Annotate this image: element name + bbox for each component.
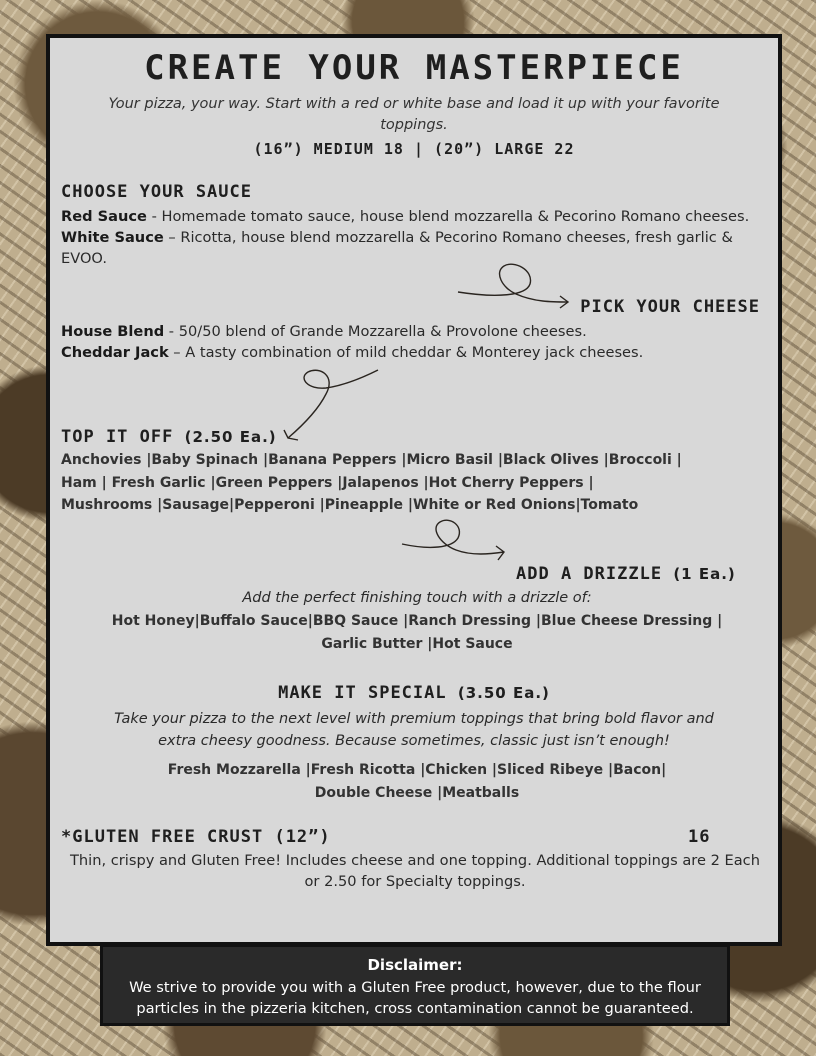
sauce-desc: Ricotta, house blend mozzarella & Pecorino Romano cheeses, fresh garlic & EVOO. xyxy=(61,229,733,267)
special-line: Fresh Mozzarella |Fresh Ricotta |Chicken |Sliced Ribeye |Bacon| xyxy=(167,762,667,778)
menu-panel xyxy=(46,34,782,946)
special-price: (3.50 Ea.) xyxy=(457,684,550,702)
size-prices: (16”) MEDIUM 18 | (20”) LARGE 22 xyxy=(253,140,575,158)
sauce-item: White Sauce – Ricotta, house blend mozzarella & Pecorino Romano cheeses, fresh garlic & EVOO. xyxy=(61,229,733,267)
gluten-free-heading: *GLUTEN FREE CRUST (12”) xyxy=(61,827,331,847)
cheese-desc: 50/50 blend of Grande Mozzarella & Provolone cheeses. xyxy=(178,323,587,340)
sauce-heading: CHOOSE YOUR SAUCE xyxy=(61,182,252,202)
gluten-free-price: 16 xyxy=(688,827,711,847)
special-line: Double Cheese |Meatballs xyxy=(314,784,520,801)
sauce-name: Red Sauce xyxy=(61,208,147,225)
toppings-list xyxy=(61,449,773,517)
sauce-list xyxy=(61,206,773,269)
special-list xyxy=(61,759,773,804)
cheese-list xyxy=(61,321,773,363)
curly-arrow-icon xyxy=(456,258,576,318)
disclaimer-text: We strive to provide you with a Gluten Free product, however, due to the flour particles in the pizzeria kitchen, cross contamination cannot be guaranteed. xyxy=(129,979,701,1017)
disclaimer-box xyxy=(100,944,730,1026)
curly-arrow-icon xyxy=(280,366,390,446)
toppings-price: (2.50 Ea.) xyxy=(184,428,277,446)
cheese-item: Cheddar Jack – A tasty combination of mild cheddar & Monterey jack cheeses. xyxy=(61,344,644,361)
drizzle-line: Hot Honey|Buffalo Sauce|BBQ Sauce |Ranch Dressing |Blue Cheese Dressing | xyxy=(111,613,723,629)
cheese-name: Cheddar Jack xyxy=(61,344,169,361)
sauce-item: Red Sauce - Homemade tomato sauce, house blend mozzarella & Pecorino Romano cheeses. xyxy=(61,208,750,225)
disclaimer-title: Disclaimer: xyxy=(367,956,463,974)
toppings-line: Ham | Fresh Garlic |Green Peppers |Jalapenos |Hot Cherry Peppers | xyxy=(61,474,594,491)
drizzle-heading: ADD A DRIZZLE (1 Ea.) xyxy=(516,564,736,584)
drizzle-intro: Add the perfect finishing touch with a drizzle of: xyxy=(242,590,592,606)
cheese-name: House Blend xyxy=(61,323,165,340)
drizzle-line: Garlic Butter |Hot Sauce xyxy=(321,635,513,652)
curly-arrow-icon xyxy=(400,514,510,574)
drizzle-list xyxy=(61,610,773,655)
drizzle-price: (1 Ea.) xyxy=(673,565,736,583)
cheese-heading: PICK YOUR CHEESE xyxy=(580,297,760,317)
special-intro: Take your pizza to the next level with premium toppings that bring bold flavor and extra cheesy goodness. Because sometimes, classic just isn’t enough! xyxy=(114,711,714,749)
sauce-desc: Homemade tomato sauce, house blend mozzarella & Pecorino Romano cheeses. xyxy=(161,208,750,225)
page-subtitle: Your pizza, your way. Start with a red or white base and load it up with your favorite toppings. xyxy=(108,96,720,133)
cheese-item: House Blend - 50/50 blend of Grande Mozzarella & Provolone cheeses. xyxy=(61,323,587,340)
toppings-line: Anchovies |Baby Spinach |Banana Peppers |Micro Basil |Black Olives |Broccoli | xyxy=(61,452,682,468)
sauce-name: White Sauce xyxy=(61,229,164,246)
special-heading: MAKE IT SPECIAL (3.50 Ea.) xyxy=(278,683,550,703)
gluten-free-desc: Thin, crispy and Gluten Free! Includes cheese and one topping. Additional toppings are 2 Each or 2.50 for Specialty toppings. xyxy=(70,852,760,890)
toppings-line: Mushrooms |Sausage|Pepperoni |Pineapple |White or Red Onions|Tomato xyxy=(61,497,639,513)
page-title: CREATE YOUR MASTERPIECE xyxy=(144,48,684,88)
toppings-heading: TOP IT OFF (2.50 Ea.) xyxy=(61,427,277,447)
cheese-desc: A tasty combination of mild cheddar & Monterey jack cheeses. xyxy=(185,344,644,361)
